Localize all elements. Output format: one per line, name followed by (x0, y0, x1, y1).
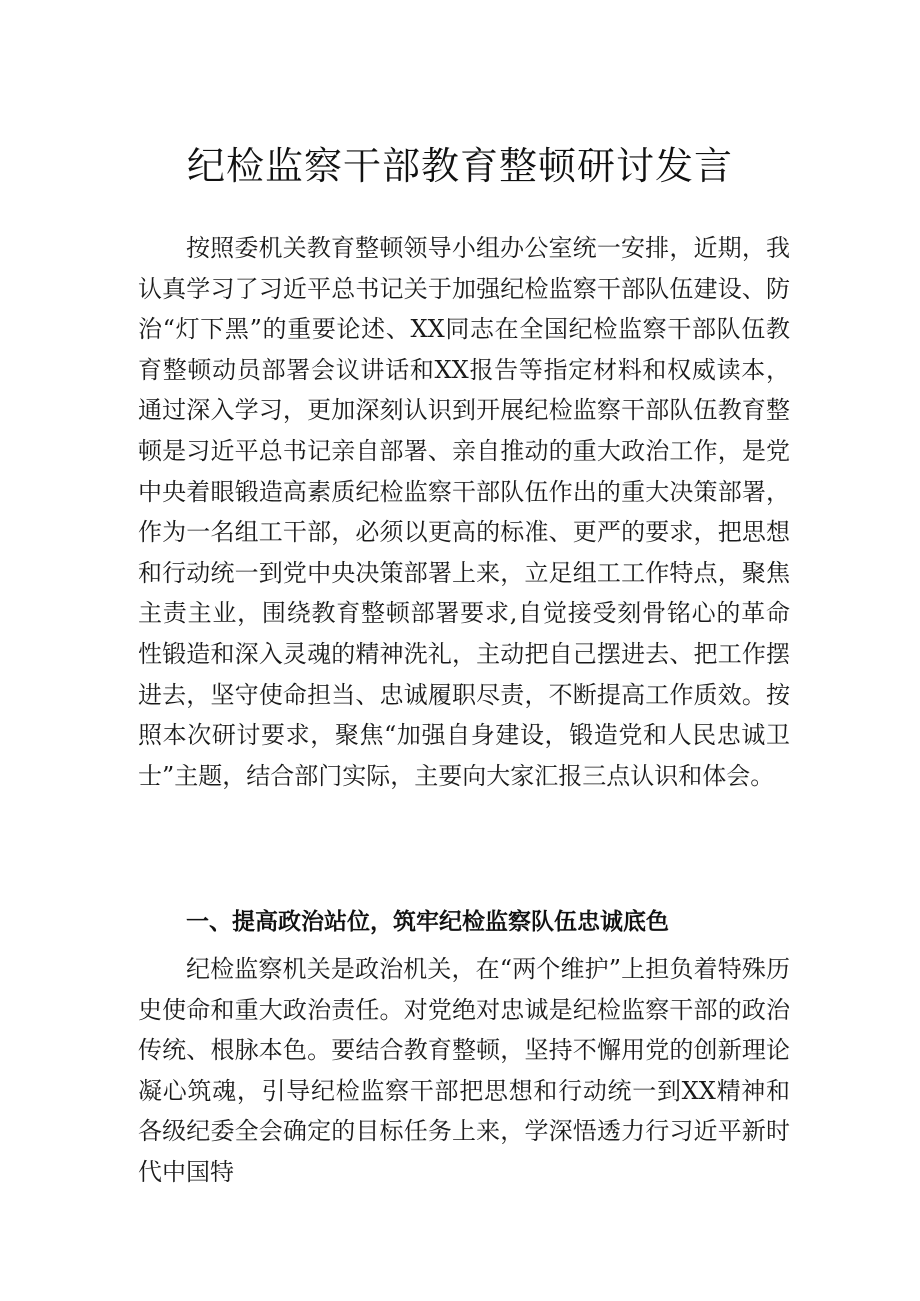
paragraph-section-1: 纪检监察机关是政治机关，在“两个维护”上担负着特殊历史使命和重大政治责任。对党绝对忠诚是纪检监察干部的政治传统、根脉本色。要结合教育整顿，坚持不懈用党的创新理论凝心筑魂，引导纪检监察干部把思想和行动统一到XX精神和各级纪委全会确定的目标任务上来，学深悟透力行习近平新时代中国特 (138, 955, 790, 1186)
document-title: 纪检监察干部教育整顿研讨发言 (186, 144, 733, 188)
section-heading-1: 一、提高政治站位，筑牢纪检监察队伍忠诚底色 (186, 909, 669, 935)
paragraph-intro: 按照委机关教育整顿领导小组办公室统一安排，近期，我认真学习了习近平总书记关于加强纪检监察干部队伍建设、防治“灯下黑”的重要论述、XX同志在全国纪检监察干部队伍教育整顿动员部署会议讲话和XX报告等指定材料和权威读本，通过深入学习，更加深刻认识到开展纪检监察干部队伍教育整顿是习近平总书记亲自部署、亲自推动的重大政治工作，是党中央着眼锻造高素质纪检监察干部队伍作出的重大决策部署，作为一名组工干部，必须以更高的标准、更严的要求，把思想和行动统一到党中央决策部署上来，立足组工工作特点，聚焦主责主业，围绕教育整顿部署要求,自觉接受刻骨铭心的革命性锻造和深入灵魂的精神洗礼，主动把自己摆进去、把工作摆进去，坚守使命担当、忠诚履职尽责，不断提高工作质效。按照本次研讨要求，聚焦“加强自身建设，锻造党和人民忠诚卫士”主题，结合部门实际，主要向大家汇报三点认识和体会。 (138, 234, 790, 790)
